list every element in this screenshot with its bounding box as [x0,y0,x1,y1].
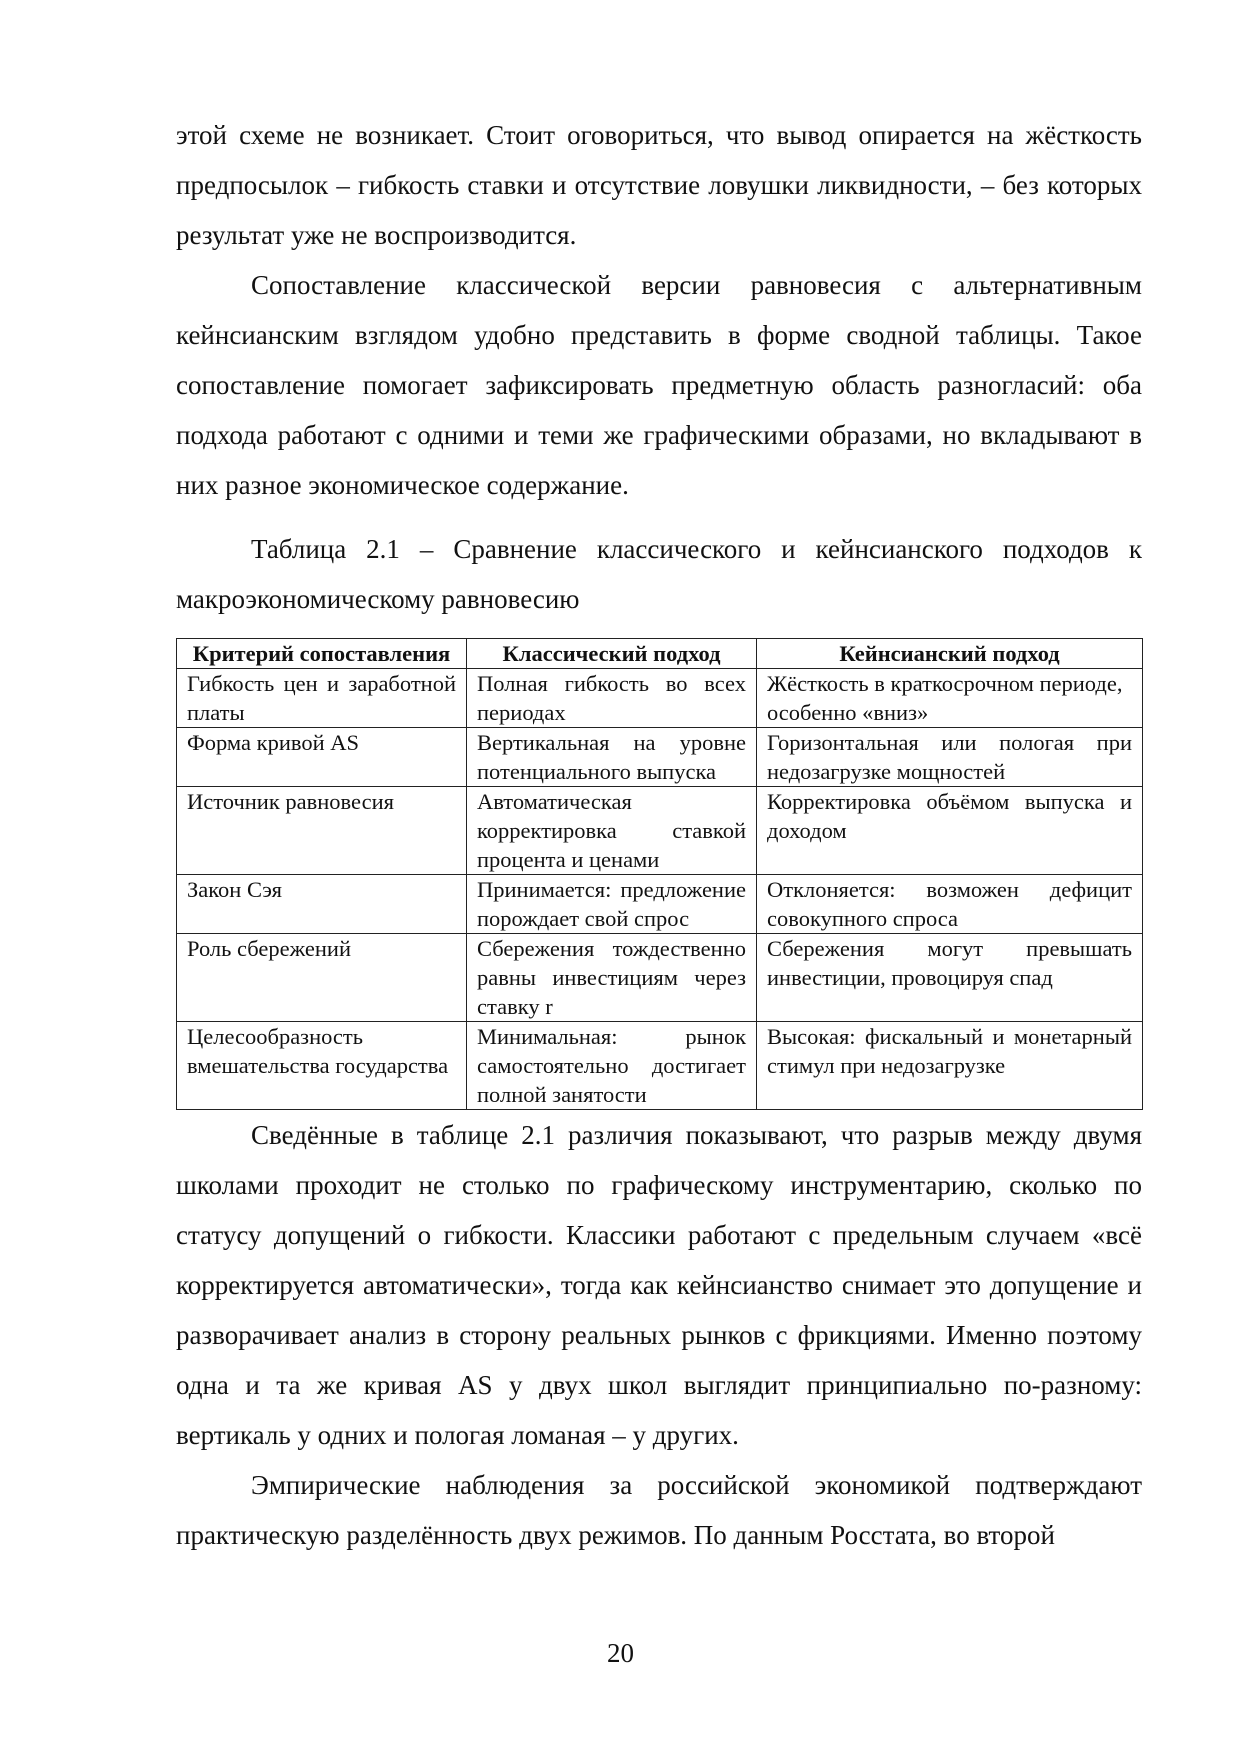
cell-criterion: Форма кривой AS [177,728,467,787]
cell-classical: Вертикальная на уровне потенциального выпуска [467,728,757,787]
table-row [177,669,1143,728]
table-row [177,787,1143,875]
cell-keynesian: Отклоняется: возможен дефицит совокупного спроса [757,875,1143,934]
cell-keynesian: Жёсткость в краткосрочном периоде, особенно «вниз» [757,669,1143,728]
cell-keynesian: Высокая: фискальный и монетарный стимул при недозагрузке [757,1022,1143,1110]
cell-criterion: Роль сбережений [177,934,467,1022]
paragraph-empirical: Эмпирические наблюдения за российской экономикой подтверждают практическую разделённость двух режимов. По данным Росстата, во второй [176,1470,1142,1550]
cell-classical: Сбережения тождественно равны инвестициям через ставку r [467,934,757,1022]
header-criterion: Критерий сопоставления [177,639,467,669]
paragraph-table-analysis: Сведённые в таблице 2.1 различия показывают, что разрыв между двумя школами проходит не столько по графическому инструментарию, сколько по статусу допущений о гибкости. Классики работают с предельным случаем «всё корректируется автоматически», тогда как кейнсианство снимает это допущение и разворачивает анализ в сторону реальных рынков с фрикциями. Именно поэтому одна и та же кривая AS у двух школ выглядит принципиально по-разному: вертикаль у одних и пологая ломаная – у других. [176,1120,1142,1450]
cell-criterion: Источник равновесия [177,787,467,875]
table-row [177,875,1143,934]
page-number: 20 [607,1638,634,1668]
paragraph-table-intro: Сопоставление классической версии равновесия с альтернативным кейнсианским взглядом удобно представить в форме сводной таблицы. Такое сопоставление помогает зафиксировать предметную область разногласий: оба подхода работают с одними и теми же графическими образами, но вкладывают в них разное экономическое содержание. [176,270,1142,500]
cell-classical: Полная гибкость во всех периодах [467,669,757,728]
cell-classical: Автоматическая корректировка ставкой процента и ценами [467,787,757,875]
cell-keynesian: Корректировка объёмом выпуска и доходом [757,787,1143,875]
table-row [177,934,1143,1022]
cell-criterion: Закон Сэя [177,875,467,934]
table-row [177,1022,1143,1110]
table-header-row [177,639,1143,669]
cell-keynesian: Сбережения могут превышать инвестиции, провоцируя спад [757,934,1143,1022]
page-content [176,110,1142,1560]
paragraph-continuation: этой схеме не возникает. Стоит оговориться, что вывод опирается на жёсткость предпосылок – гибкость ставки и отсутствие ловушки ликвидности, – без которых результат уже не воспроизводится. [176,120,1142,250]
cell-classical: Принимается: предложение порождает свой спрос [467,875,757,934]
cell-criterion: Гибкость цен и заработной платы [177,669,467,728]
table-row [177,728,1143,787]
comparison-table [176,638,1143,1110]
cell-classical: Минимальная: рынок самостоятельно достигает полной занятости [467,1022,757,1110]
header-classical: Классический подход [467,639,757,669]
cell-keynesian: Горизонтальная или пологая при недозагрузке мощностей [757,728,1143,787]
table-caption: Таблица 2.1 – Сравнение классического и кейнсианского подходов к макроэкономическому равновесию [176,534,1142,614]
header-keynesian: Кейнсианский подход [757,639,1143,669]
cell-criterion: Целесообразность вмешательства государства [177,1022,467,1110]
